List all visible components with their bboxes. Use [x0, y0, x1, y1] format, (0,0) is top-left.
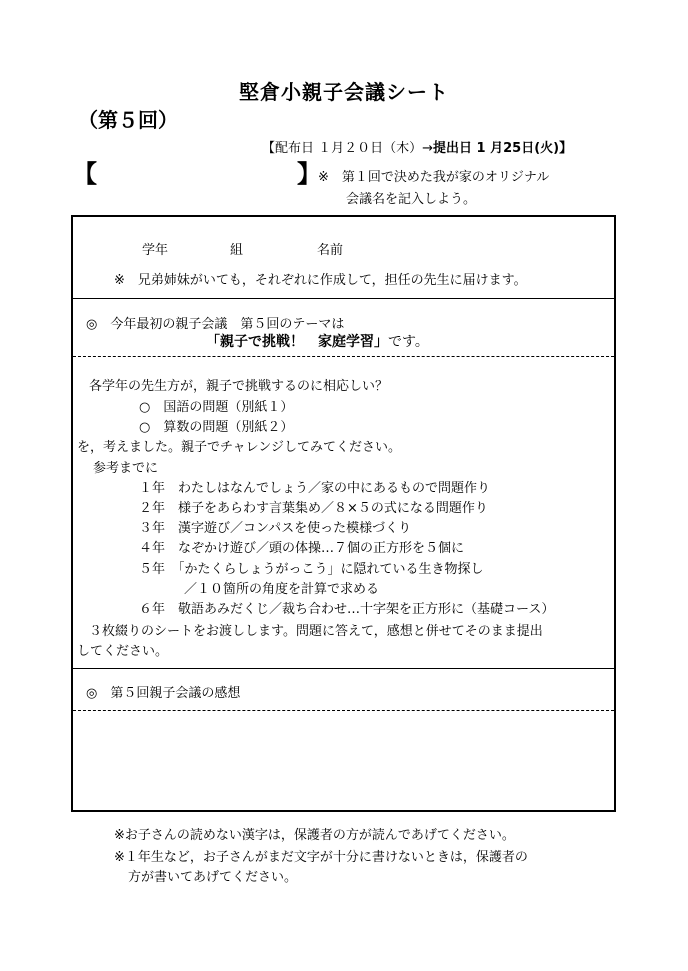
name-label: 名前 — [317, 243, 344, 258]
class-label: 組 — [230, 243, 244, 258]
dashed-divider — [73, 356, 614, 357]
session-number: （第５回） — [78, 108, 178, 132]
grade-5-item: ５年 「かたくらしょうがっこう」に隠れている生き物探し — [139, 562, 484, 577]
divider — [71, 668, 616, 669]
divider — [71, 298, 616, 299]
body-line: を，考えました。親子でチャレンジしてみてください。 — [77, 440, 401, 455]
footer-note: ※１年生など，お子さんがまだ文字が十分に書けないときは，保護者の — [114, 850, 528, 865]
impression-heading: ◎ 第５回親子会議の感想 — [86, 686, 241, 701]
body-line: ３枚綴りのシートをお渡しします。問題に答えて，感想と併せてそのまま提出 — [89, 624, 543, 639]
theme-title: 「親子で挑戦！ 家庭学習」 — [206, 334, 388, 350]
footer-note: 方が書いてあげてください。 — [128, 870, 298, 885]
footer-note: ※お子さんの読めない漢字は，保護者の方が読んであげてください。 — [114, 828, 515, 843]
grade-6-item: ６年 敬語あみだくじ／裁ち合わせ…十字架を正方形に（基礎コース） — [139, 602, 555, 617]
sibling-note: ※ 兄弟姉妹がいても，それぞれに作成して，担任の先生に届けます。 — [114, 273, 527, 288]
option-japanese: ○ 国語の問題（別紙１） — [139, 400, 294, 415]
grade-3-item: ３年 漢字遊び／コンパスを使った模様づくり — [139, 521, 412, 536]
theme-line — [206, 331, 429, 351]
grade-2-item: ２年 様子をあらわす言葉集め／８×５の式になる問題作り — [139, 501, 488, 516]
grade-label: 学年 — [142, 243, 169, 258]
theme-suffix: です。 — [388, 334, 429, 350]
grade-5-item-cont: ／１０箇所の角度を計算で求める — [184, 582, 380, 597]
theme-intro: ◎ 今年最初の親子会議 第５回のテーマは — [86, 317, 345, 332]
submit-date: 提出日 1 月25日(火)】 — [433, 141, 573, 156]
body-line: 各学年の先生方が，親子で挑戦するのに相応しい？ — [89, 379, 389, 394]
page-title: 堅倉小親子会議シート — [239, 80, 449, 104]
grade-1-item: １年 わたしはなんでしょう／家の中にあるもので問題作り — [139, 481, 491, 496]
distribute-date: 【配布日 １月２０日（木）→ — [262, 141, 434, 156]
body-line: してください。 — [77, 644, 169, 659]
dashed-divider — [73, 710, 614, 711]
meeting-name-note-line2: 会議名を記入しよう。 — [346, 192, 477, 207]
grade-4-item: ４年 なぞかけ遊び／頭の体操…７個の正方形を５個に — [139, 541, 465, 556]
meeting-name-note-line1: ※ 第１回で決めた我が家のオリジナル — [318, 170, 550, 185]
meeting-name-bracket-close: 】 — [297, 160, 321, 188]
meeting-name-bracket-open: 【 — [73, 160, 97, 188]
reference-heading: 参考までに — [93, 461, 159, 476]
option-math: ○ 算数の問題（別紙２） — [139, 420, 294, 435]
